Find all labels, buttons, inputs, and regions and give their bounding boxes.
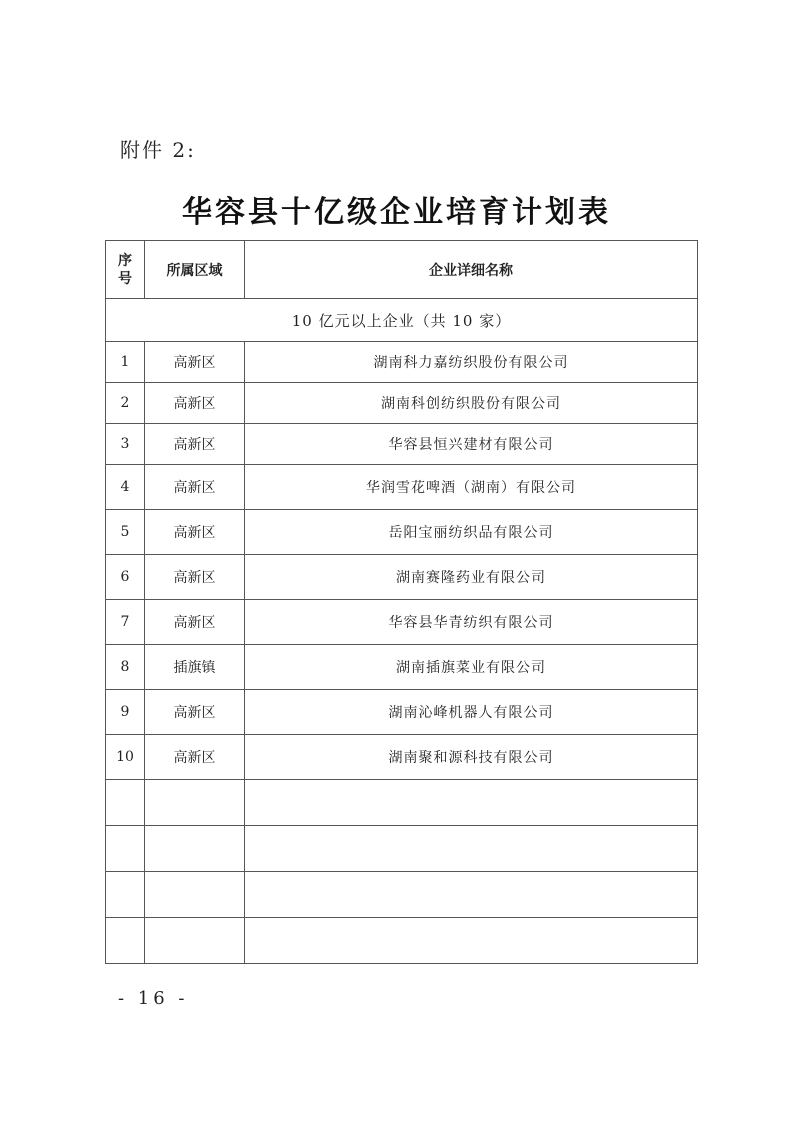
row-area: 插旗镇	[145, 645, 245, 690]
row-no: 4	[106, 465, 145, 510]
empty-row	[106, 780, 698, 826]
table-row	[106, 735, 698, 780]
table-row	[106, 465, 698, 510]
table-row	[106, 424, 698, 465]
empty-cell	[245, 826, 698, 872]
row-name: 湖南科力嘉纺织股份有限公司	[245, 342, 698, 383]
row-name: 湖南沁峰机器人有限公司	[245, 690, 698, 735]
row-no: 2	[106, 383, 145, 424]
empty-cell	[106, 918, 145, 964]
empty-cell	[145, 872, 245, 918]
section-label: 10 亿元以上企业（共 10 家）	[106, 299, 698, 342]
header-name: 企业详细名称	[245, 241, 698, 299]
empty-cell	[106, 872, 145, 918]
row-no: 9	[106, 690, 145, 735]
document-title: 华容县十亿级企业培育计划表	[182, 195, 611, 230]
row-area: 高新区	[145, 342, 245, 383]
row-no: 5	[106, 510, 145, 555]
row-area: 高新区	[145, 383, 245, 424]
empty-row	[106, 826, 698, 872]
row-area: 高新区	[145, 735, 245, 780]
empty-cell	[245, 918, 698, 964]
empty-cell	[145, 826, 245, 872]
table-header-row	[106, 241, 698, 299]
header-no-line1: 序	[118, 252, 132, 269]
row-area: 高新区	[145, 690, 245, 735]
row-area: 高新区	[145, 600, 245, 645]
row-name: 湖南赛隆药业有限公司	[245, 555, 698, 600]
header-area: 所属区域	[145, 241, 245, 299]
row-name: 华容县恒兴建材有限公司	[245, 424, 698, 465]
empty-cell	[145, 780, 245, 826]
row-no: 3	[106, 424, 145, 465]
empty-cell	[245, 872, 698, 918]
row-area: 高新区	[145, 465, 245, 510]
row-name: 华润雪花啤酒（湖南）有限公司	[245, 465, 698, 510]
empty-cell	[245, 780, 698, 826]
row-area: 高新区	[145, 424, 245, 465]
row-name: 华容县华青纺织有限公司	[245, 600, 698, 645]
row-no: 1	[106, 342, 145, 383]
section-row	[106, 299, 698, 342]
table-row	[106, 510, 698, 555]
header-no	[106, 241, 145, 299]
row-name: 湖南插旗菜业有限公司	[245, 645, 698, 690]
row-no: 8	[106, 645, 145, 690]
empty-cell	[106, 780, 145, 826]
table-row	[106, 690, 698, 735]
table-row	[106, 600, 698, 645]
table-row	[106, 555, 698, 600]
row-no: 7	[106, 600, 145, 645]
row-no: 6	[106, 555, 145, 600]
table-row	[106, 645, 698, 690]
row-name: 岳阳宝丽纺织品有限公司	[245, 510, 698, 555]
attachment-label: 附件 2:	[120, 138, 196, 162]
empty-row	[106, 872, 698, 918]
row-name: 湖南聚和源科技有限公司	[245, 735, 698, 780]
table-row	[106, 342, 698, 383]
row-no: 10	[106, 735, 145, 780]
table-row	[106, 383, 698, 424]
empty-cell	[145, 918, 245, 964]
empty-row	[106, 918, 698, 964]
row-name: 湖南科创纺织股份有限公司	[245, 383, 698, 424]
header-no-line2: 号	[118, 270, 132, 287]
row-area: 高新区	[145, 510, 245, 555]
empty-cell	[106, 826, 145, 872]
page-number: - 16 -	[118, 988, 189, 1009]
enterprise-table	[105, 240, 698, 964]
row-area: 高新区	[145, 555, 245, 600]
